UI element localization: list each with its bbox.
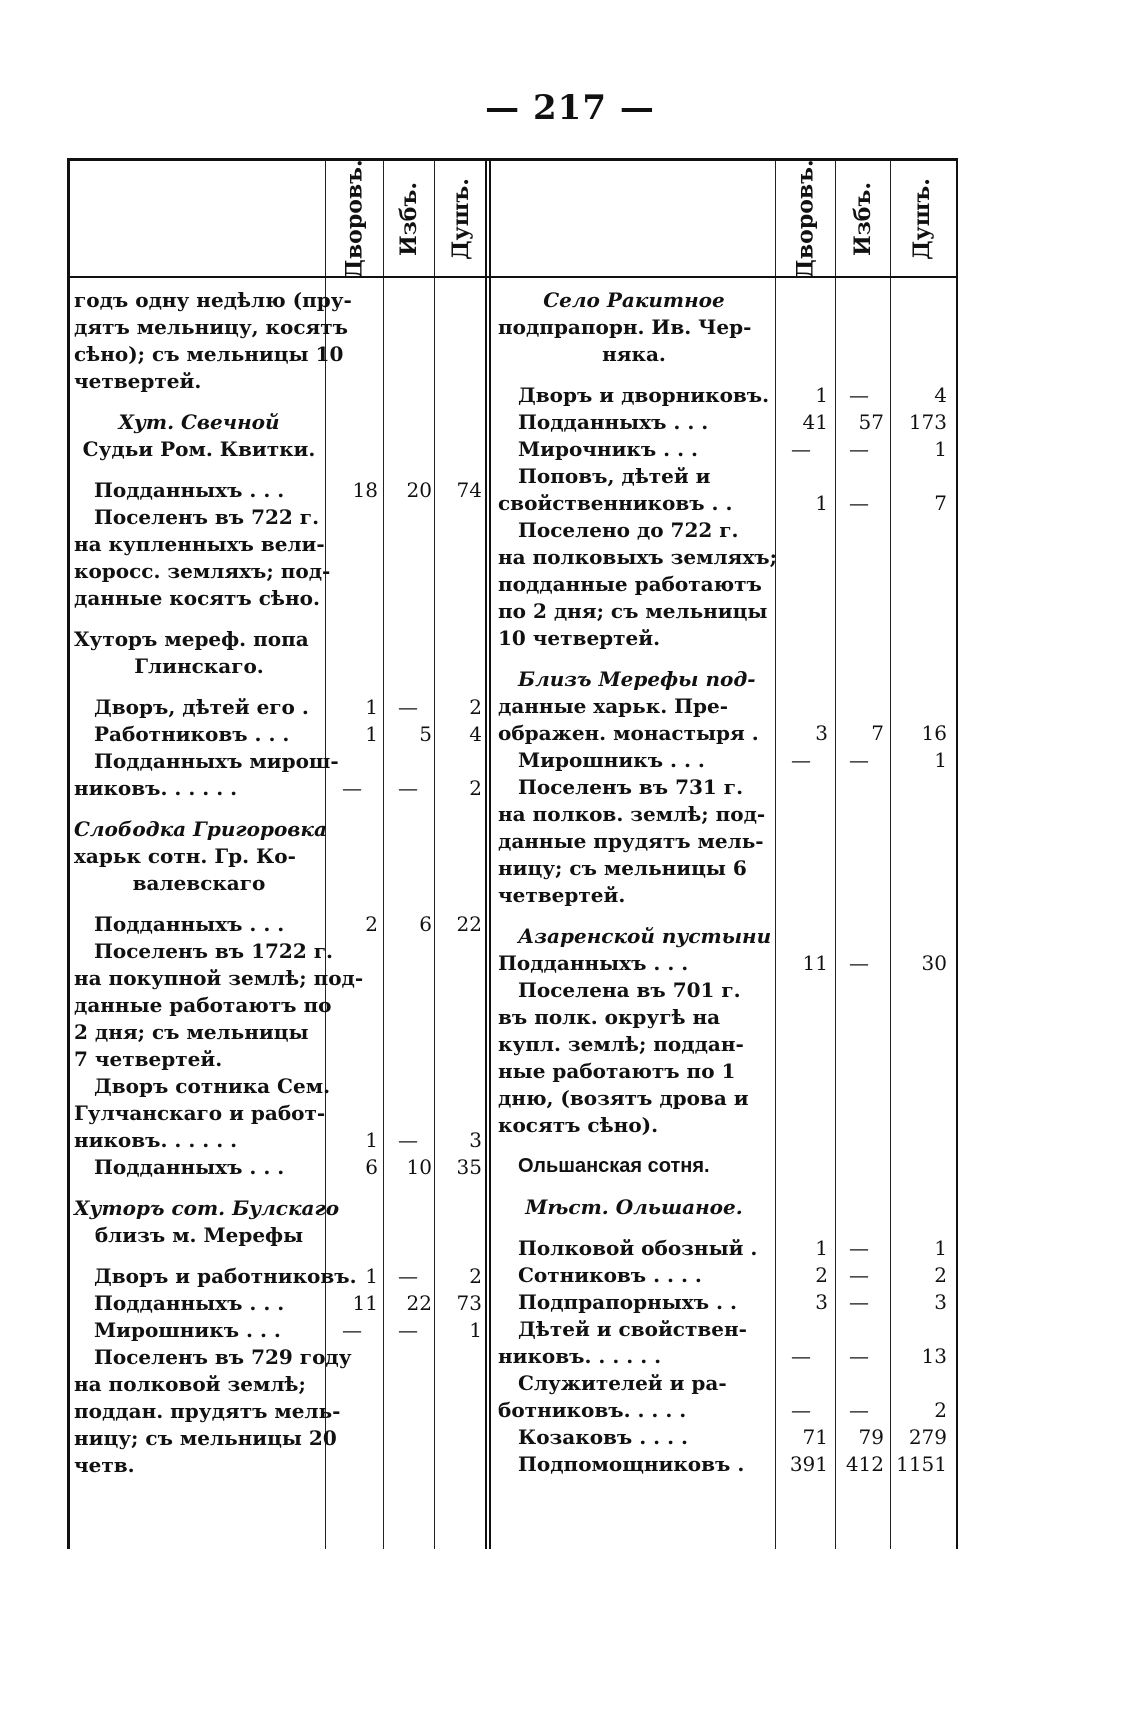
entry-text: Работниковъ . . . [94,722,290,746]
dush-value: 2 [469,1264,482,1288]
entry-text: на полковой землѣ; [74,1372,306,1396]
ledger-row [74,1452,484,1479]
ledger-row [74,1019,484,1046]
ledger-row [498,855,953,882]
entry-text: Козаковъ . . . . [518,1425,688,1449]
ledger-row [498,950,953,977]
ledger-row [498,1085,953,1112]
entry-text: Дворъ, дѣтей его . [94,695,309,719]
ledger-row [498,1397,953,1424]
dvorov-value: 1 [365,1128,378,1152]
ledger-row [74,911,484,938]
entry-text: на полковыхъ земляхъ; [498,545,777,569]
dush-value: 16 [921,721,947,745]
ledger-row [498,341,953,368]
dush-value: 1 [934,1236,947,1260]
izb-value: 20 [406,478,432,502]
entry-text: Близъ Мерефы под- [518,667,756,691]
page-number: — 217 — [485,88,655,128]
dush-value: 74 [456,478,482,502]
ledger-row [498,571,953,598]
dvorov-value: 1 [365,695,378,719]
izb-value: 5 [419,722,432,746]
entry-text: Подданныхъ мирош- [94,749,339,773]
dvorov-value: 18 [352,478,378,502]
dush-value: 2 [934,1398,947,1422]
entry-text: на купленныхъ вели- [74,532,325,556]
entry-text: косятъ сѣно). [498,1113,659,1137]
entry-text: въ полк. округѣ на [498,1005,721,1029]
entry-text: Подданныхъ . . . [518,410,709,434]
izb-value: 7 [871,721,884,745]
dvorov-value: — [342,1318,362,1342]
ledger-row [498,882,953,909]
izb-value: 57 [858,410,884,434]
entry-text: поддан. прудятъ мель- [74,1399,341,1423]
dvorov-value: 391 [789,1452,828,1476]
spacer [74,395,484,409]
header-dvorov-right: Дворовъ. [793,159,819,279]
entry-text: Подданныхъ . . . [94,1155,285,1179]
dush-value: 22 [456,912,482,936]
ledger-row [74,1127,484,1154]
entry-text: харьк сотн. Гр. Ко- [74,844,296,868]
ledger-row [74,409,484,436]
dush-value: 1 [469,1318,482,1342]
entry-text: сѣно); съ мельницы 10 [74,342,344,366]
entry-text: подданные работаютъ [498,572,762,596]
right-column [498,287,953,1478]
entry-text: Поселенъ въ 731 г. [518,775,744,799]
ledger-row [74,1154,484,1181]
ledger-table [67,158,958,1549]
dush-value: 35 [456,1155,482,1179]
izb-value: 10 [406,1155,432,1179]
ledger-row [498,1153,953,1180]
ledger-row [74,368,484,395]
entry-text: Хут. Свечной [118,410,280,434]
spacer [498,1221,953,1235]
ledger-row [74,1195,484,1222]
ledger-row [498,1031,953,1058]
ledger-row [498,1424,953,1451]
spacer [74,1249,484,1263]
entry-text: Подданныхъ . . . [498,951,689,975]
dvorov-value: 1 [815,491,828,515]
ledger-row [74,653,484,680]
entry-text: Поселено до 722 г. [518,518,739,542]
dush-value: 279 [908,1425,947,1449]
izb-value: — [398,1264,418,1288]
ledger-row [498,1451,953,1478]
ledger-row [74,287,484,314]
spacer [498,1139,953,1153]
ledger-row [74,816,484,843]
entry-text: Азаренской пустыни [518,924,772,948]
izb-value: — [849,383,869,407]
ledger-row [498,287,953,314]
ledger-row [74,504,484,531]
ledger-row [74,1317,484,1344]
ledger-row [74,531,484,558]
dush-value: 13 [921,1344,947,1368]
ledger-row [498,1343,953,1370]
ledger-row [74,1073,484,1100]
dush-value: 2 [469,776,482,800]
ledger-row [498,977,953,1004]
entry-text: близъ м. Мерефы [94,1223,304,1247]
ledger-row [498,720,953,747]
ledger-row [74,558,484,585]
ledger-row [498,1004,953,1031]
dush-value: 173 [908,410,947,434]
entry-text: Подданныхъ . . . [94,1291,285,1315]
dush-value: 3 [469,1128,482,1152]
dush-value: 4 [934,383,947,407]
dush-value: 73 [456,1291,482,1315]
entry-text: Хуторъ сот. Булскаго [74,1196,340,1220]
ledger-row [74,1263,484,1290]
dvorov-value: 3 [815,1290,828,1314]
entry-text: Село Ракитное [543,288,725,312]
dvorov-value: 2 [365,912,378,936]
entry-text: ные работаютъ по 1 [498,1059,736,1083]
entry-text: Мѣст. Ольшаное. [525,1195,743,1219]
ledger-row [74,870,484,897]
ledger-row [498,693,953,720]
dvorov-value: 1 [815,1236,828,1260]
dvorov-value: 2 [815,1263,828,1287]
entry-text: ображен. монастыря . [498,721,759,745]
ledger-row [498,747,953,774]
ledger-row [74,992,484,1019]
dvorov-value: — [791,437,811,461]
ledger-row [498,517,953,544]
ledger-row [498,436,953,463]
entry-text: годъ одну недѣлю (пру- [74,288,352,312]
entry-text: Слободка Григоровка [74,817,327,841]
ledger-row [498,1058,953,1085]
izb-value: — [398,695,418,719]
header-izb-right: Избъ. [850,181,877,257]
entry-text: коросс. земляхъ; под- [74,559,331,583]
ledger-row [74,721,484,748]
entry-text: по 2 дня; съ мельницы [498,599,768,623]
ledger-row [74,1371,484,1398]
dvorov-value: 3 [815,721,828,745]
spacer [74,802,484,816]
entry-text: Гулчанскаго и работ- [74,1101,326,1125]
entry-text: Судьи Ром. Квитки. [82,437,316,461]
entry-text: Дѣтей и свойствен- [518,1317,747,1341]
ledger-row [74,748,484,775]
entry-text: никовъ. . . . . . [498,1344,662,1368]
entry-text: купл. землѣ; поддан- [498,1032,744,1056]
dvorov-value: — [791,748,811,772]
entry-text: Дворъ и работниковъ. [94,1264,357,1288]
dvorov-value: — [791,1344,811,1368]
dvorov-value: 1 [365,1264,378,1288]
dush-value: 30 [921,951,947,975]
entry-text: данные косятъ сѣно. [74,586,320,610]
dvorov-value: 11 [352,1291,378,1315]
izb-value: — [849,748,869,772]
dush-value: 3 [934,1290,947,1314]
ledger-row [74,1100,484,1127]
dvorov-value: 11 [802,951,828,975]
izb-value: — [398,1318,418,1342]
entry-text: четв. [74,1453,135,1477]
spacer [498,652,953,666]
entry-text: данные работаютъ по [74,993,332,1017]
entry-text: Глинскаго. [134,654,264,678]
ledger-row [74,626,484,653]
izb-value: 79 [858,1425,884,1449]
ledger-row [498,828,953,855]
spacer [74,463,484,477]
ledger-row [74,1046,484,1073]
header-izb-left: Избъ. [396,181,423,257]
spacer [74,897,484,911]
ledger-row [498,544,953,571]
dush-value: 1 [934,748,947,772]
izb-value: — [849,1344,869,1368]
header-dush-left: Душъ. [447,178,474,260]
entry-text: Мирошникъ . . . [518,748,705,772]
ledger-row [74,694,484,721]
izb-value: — [849,1398,869,1422]
izb-value: 6 [419,912,432,936]
ledger-row [498,314,953,341]
entry-text: Служителей и ра- [518,1371,727,1395]
ledger-row [498,1316,953,1343]
ledger-row [74,1425,484,1452]
left-column [74,287,484,1479]
ledger-row [498,598,953,625]
entry-text: Сотниковъ . . . . [518,1263,702,1287]
dvorov-value: 1 [815,383,828,407]
ledger-row [498,1112,953,1139]
ledger-row [498,409,953,436]
dvorov-value: 71 [802,1425,828,1449]
entry-text: Дворъ и дворниковъ. [518,383,770,407]
entry-text: Дворъ сотника Сем. [94,1074,331,1098]
header-dvorov-left: Дворовъ. [342,159,368,279]
entry-text: свойственниковъ . . [498,491,733,515]
ledger-row [74,585,484,612]
dvorov-value: — [791,1398,811,1422]
center-double-rule [485,161,491,1549]
entry-text: данные харьк. Пре- [498,694,729,718]
ledger-row [74,314,484,341]
entry-text: на полков. землѣ; под- [498,802,766,826]
izb-value: — [849,437,869,461]
entry-text: Хуторъ мереф. попа [74,627,309,651]
izb-value: 22 [406,1291,432,1315]
entry-text: дятъ мельницу, косятъ [74,315,349,339]
dush-value: 7 [934,491,947,515]
izb-value: — [398,1128,418,1152]
dush-value: 1151 [896,1452,947,1476]
entry-text: ботниковъ. . . . . [498,1398,687,1422]
izb-value: — [849,491,869,515]
ledger-row [498,666,953,693]
dush-value: 1 [934,437,947,461]
header-dush-right: Душъ. [909,178,936,260]
entry-text: Подпрапорныхъ . . [518,1290,737,1314]
ledger-row [74,1398,484,1425]
entry-text: Подданныхъ . . . [94,478,285,502]
entry-text: Мирочникъ . . . [518,437,698,461]
entry-text: Ольшанская сотня. [518,1155,710,1177]
dush-value: 2 [934,1263,947,1287]
ledger-row [498,382,953,409]
dush-value: 4 [469,722,482,746]
entry-text: данные прудятъ мель- [498,829,764,853]
entry-text: на покупной землѣ; под- [74,966,364,990]
entry-text: подпрапорн. Ив. Чер- [498,315,752,339]
ledger-row [498,774,953,801]
entry-text: никовъ. . . . . . [74,776,238,800]
ledger-row [74,1222,484,1249]
izb-value: — [849,1290,869,1314]
entry-text: Поселенъ въ 1722 г. [94,939,333,963]
ledger-row [498,1370,953,1397]
izb-value: — [849,1263,869,1287]
ledger-row [498,463,953,490]
dvorov-value: 1 [365,722,378,746]
ledger-row [74,1290,484,1317]
dvorov-value: — [342,776,362,800]
entry-text: Поповъ, дѣтей и [518,464,711,488]
spacer [74,1181,484,1195]
entry-text: Поселенъ въ 729 году [94,1345,352,1369]
entry-text: няка. [602,342,666,366]
izb-value: — [849,1236,869,1260]
entry-text: 7 четвертей. [74,1047,223,1071]
spacer [498,909,953,923]
spacer [498,368,953,382]
entry-text: ницу; съ мельницы 6 [498,856,747,880]
entry-text: Подпомощниковъ . [518,1452,745,1476]
ledger-row [74,477,484,504]
header-rule [70,276,956,278]
ledger-row [498,801,953,828]
entry-text: Поселена въ 701 г. [518,978,741,1002]
ledger-row [498,1262,953,1289]
ledger-row [74,843,484,870]
dush-value: 2 [469,695,482,719]
entry-text: 2 дня; съ мельницы [74,1020,309,1044]
ledger-row [498,1289,953,1316]
spacer [74,612,484,626]
dvorov-value: 6 [365,1155,378,1179]
entry-text: четвертей. [74,369,202,393]
ledger-row [74,775,484,802]
ledger-row [498,1194,953,1221]
entry-text: никовъ. . . . . . [74,1128,238,1152]
entry-text: Подданныхъ . . . [94,912,285,936]
entry-text: Поселенъ въ 722 г. [94,505,320,529]
ledger-row [498,490,953,517]
ledger-row [498,923,953,950]
entry-text: ницу; съ мельницы 20 [74,1426,337,1450]
ledger-row [74,1344,484,1371]
ledger-row [74,965,484,992]
ledger-row [74,938,484,965]
entry-text: четвертей. [498,883,626,907]
spacer [74,680,484,694]
dvorov-value: 41 [802,410,828,434]
izb-value: — [849,951,869,975]
ledger-row [74,436,484,463]
entry-text: дню, (возятъ дрова и [498,1086,749,1110]
ledger-row [498,1235,953,1262]
izb-value: — [398,776,418,800]
entry-text: валевскаго [132,871,266,895]
ledger-row [74,341,484,368]
ledger-row [498,625,953,652]
izb-value: 412 [845,1452,884,1476]
entry-text: Мирошникъ . . . [94,1318,281,1342]
entry-text: Полковой обозный . [518,1236,758,1260]
spacer [498,1180,953,1194]
entry-text: 10 четвертей. [498,626,661,650]
